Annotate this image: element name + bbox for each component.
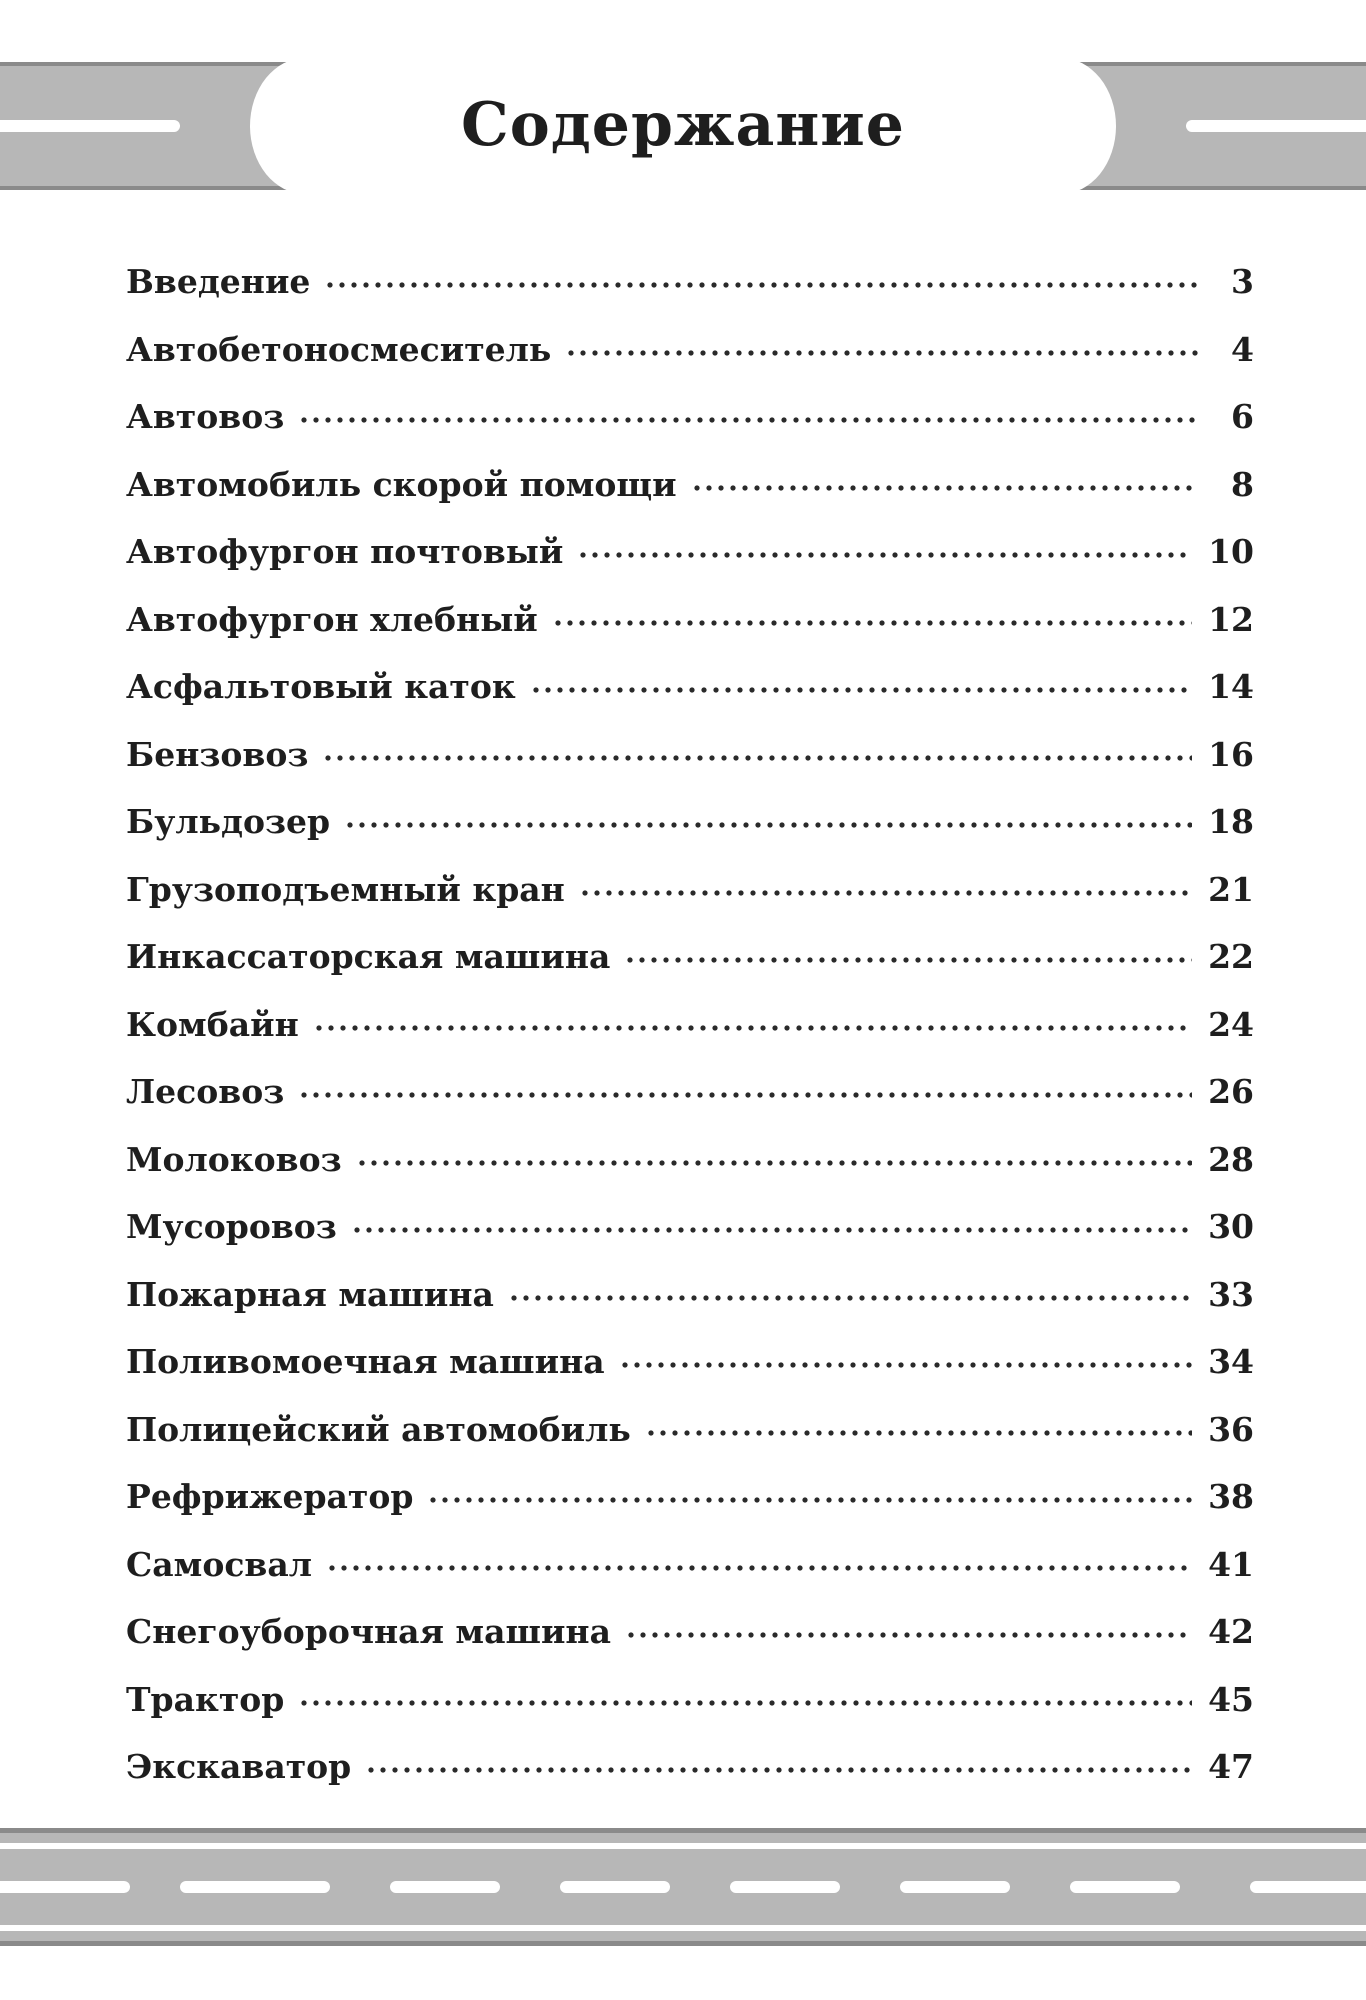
toc-dot-leader bbox=[619, 1361, 1192, 1369]
toc-dot-leader bbox=[298, 1091, 1192, 1099]
toc-entry[interactable] bbox=[126, 1275, 1254, 1343]
toc-entry-page-number: 42 bbox=[1208, 1612, 1254, 1651]
toc-entry-page-number: 33 bbox=[1208, 1274, 1254, 1314]
toc-entry-title: Мусоровоз bbox=[126, 1207, 337, 1246]
toc-entry-title: Экскаватор bbox=[126, 1747, 352, 1786]
table-of-contents bbox=[126, 262, 1254, 1815]
toc-dot-leader bbox=[356, 1159, 1192, 1167]
toc-entry[interactable] bbox=[126, 262, 1254, 330]
toc-entry-title: Пожарная машина bbox=[126, 1274, 494, 1314]
toc-dot-leader bbox=[691, 484, 1198, 492]
toc-dot-leader bbox=[365, 1766, 1192, 1774]
toc-dot-leader bbox=[579, 889, 1192, 897]
toc-entry[interactable] bbox=[126, 465, 1254, 533]
toc-entry-title: Самосвал bbox=[126, 1544, 312, 1584]
toc-entry[interactable] bbox=[126, 1545, 1254, 1613]
toc-entry-title: Поливомоечная машина bbox=[126, 1342, 605, 1381]
toc-dot-leader bbox=[624, 956, 1192, 964]
toc-entry[interactable] bbox=[126, 802, 1254, 870]
toc-dot-leader bbox=[313, 1024, 1192, 1032]
toc-entry[interactable] bbox=[126, 1747, 1254, 1815]
toc-entry[interactable] bbox=[126, 735, 1254, 803]
footer-road-decoration bbox=[0, 1828, 1366, 1946]
toc-dot-leader bbox=[508, 1294, 1192, 1302]
toc-entry-title: Бензовоз bbox=[126, 734, 309, 774]
toc-entry-page-number: 16 bbox=[1208, 734, 1254, 774]
toc-entry-page-number: 6 bbox=[1231, 397, 1254, 436]
toc-entry-title: Инкассаторская машина bbox=[126, 937, 611, 976]
toc-entry[interactable] bbox=[126, 1612, 1254, 1680]
toc-entry-title: Автовоз bbox=[126, 397, 285, 436]
toc-dot-leader bbox=[298, 1699, 1192, 1707]
toc-entry[interactable] bbox=[126, 1477, 1254, 1545]
toc-entry-title: Автобетоносмеситель bbox=[126, 329, 552, 369]
toc-entry-page-number: 14 bbox=[1208, 667, 1254, 706]
toc-entry-page-number: 18 bbox=[1208, 802, 1254, 841]
toc-entry[interactable] bbox=[126, 600, 1254, 668]
footer-lane-dash bbox=[1250, 1881, 1366, 1893]
toc-entry-page-number: 3 bbox=[1231, 262, 1254, 301]
toc-entry-title: Автофургон хлебный bbox=[126, 599, 538, 639]
toc-entry[interactable] bbox=[126, 937, 1254, 1005]
toc-entry-title: Асфальтовый каток bbox=[126, 667, 516, 706]
toc-entry[interactable] bbox=[126, 532, 1254, 600]
toc-entry-title: Трактор bbox=[126, 1679, 285, 1719]
toc-entry[interactable] bbox=[126, 330, 1254, 398]
toc-entry[interactable] bbox=[126, 870, 1254, 938]
toc-entry-title: Молоковоз bbox=[126, 1139, 342, 1179]
toc-dot-leader bbox=[577, 551, 1192, 559]
footer-road-edge-top bbox=[0, 1843, 1366, 1849]
toc-entry-title: Бульдозер bbox=[126, 802, 331, 841]
toc-entry[interactable] bbox=[126, 1410, 1254, 1478]
toc-entry-title: Введение bbox=[126, 262, 311, 301]
footer-lane-dash bbox=[0, 1881, 130, 1893]
toc-entry-page-number: 12 bbox=[1208, 599, 1254, 639]
toc-entry-page-number: 22 bbox=[1208, 937, 1254, 976]
toc-dot-leader bbox=[344, 821, 1192, 829]
toc-entry-page-number: 34 bbox=[1208, 1342, 1254, 1381]
toc-entry[interactable] bbox=[126, 667, 1254, 735]
toc-entry-page-number: 26 bbox=[1208, 1072, 1254, 1111]
toc-entry-page-number: 4 bbox=[1231, 329, 1254, 369]
toc-entry[interactable] bbox=[126, 1072, 1254, 1140]
footer-lane-dash bbox=[900, 1881, 1010, 1893]
toc-entry-page-number: 45 bbox=[1208, 1679, 1254, 1719]
footer-lane-dash bbox=[180, 1881, 330, 1893]
toc-dot-leader bbox=[324, 281, 1198, 289]
toc-entry-title: Комбайн bbox=[126, 1004, 299, 1044]
toc-entry[interactable] bbox=[126, 1342, 1254, 1410]
toc-entry-title: Рефрижератор bbox=[126, 1477, 414, 1516]
toc-dot-leader bbox=[645, 1429, 1192, 1437]
footer-lane-dash bbox=[390, 1881, 500, 1893]
toc-entry-page-number: 24 bbox=[1208, 1004, 1254, 1044]
toc-dot-leader bbox=[552, 619, 1192, 627]
toc-entry[interactable] bbox=[126, 1680, 1254, 1748]
toc-entry-page-number: 36 bbox=[1208, 1409, 1254, 1449]
toc-entry-title: Полицейский автомобиль bbox=[126, 1409, 631, 1449]
footer-lane-dash bbox=[1070, 1881, 1180, 1893]
toc-dot-leader bbox=[625, 1631, 1192, 1639]
toc-entry-title: Автофургон почтовый bbox=[126, 532, 564, 571]
toc-entry-title: Автомобиль скорой помощи bbox=[126, 464, 677, 504]
toc-dot-leader bbox=[565, 349, 1198, 357]
toc-entry[interactable] bbox=[126, 1140, 1254, 1208]
toc-dot-leader bbox=[322, 754, 1192, 762]
toc-entry-page-number: 28 bbox=[1208, 1139, 1254, 1179]
toc-dot-leader bbox=[530, 686, 1192, 694]
toc-dot-leader bbox=[351, 1226, 1192, 1234]
toc-entry-page-number: 30 bbox=[1208, 1207, 1254, 1246]
toc-entry-page-number: 47 bbox=[1208, 1747, 1254, 1786]
footer-road-edge-bottom bbox=[0, 1925, 1366, 1931]
toc-entry-title: Грузоподъемный кран bbox=[126, 869, 565, 909]
toc-entry-title: Лесовоз bbox=[126, 1072, 285, 1111]
toc-entry-page-number: 21 bbox=[1208, 869, 1254, 909]
toc-dot-leader bbox=[298, 416, 1198, 424]
toc-entry[interactable] bbox=[126, 1207, 1254, 1275]
toc-entry-page-number: 10 bbox=[1208, 532, 1254, 571]
footer-lane-dash bbox=[560, 1881, 670, 1893]
toc-entry[interactable] bbox=[126, 1005, 1254, 1073]
toc-entry-title: Снегоуборочная машина bbox=[126, 1612, 611, 1651]
toc-entry-page-number: 38 bbox=[1208, 1477, 1254, 1516]
toc-entry-page-number: 41 bbox=[1208, 1544, 1254, 1584]
page-title: Содержание bbox=[461, 90, 905, 160]
toc-entry[interactable] bbox=[126, 397, 1254, 465]
toc-dot-leader bbox=[427, 1496, 1192, 1504]
footer-lane-dash bbox=[730, 1881, 840, 1893]
toc-dot-leader bbox=[326, 1564, 1192, 1572]
toc-entry-page-number: 8 bbox=[1231, 464, 1254, 504]
